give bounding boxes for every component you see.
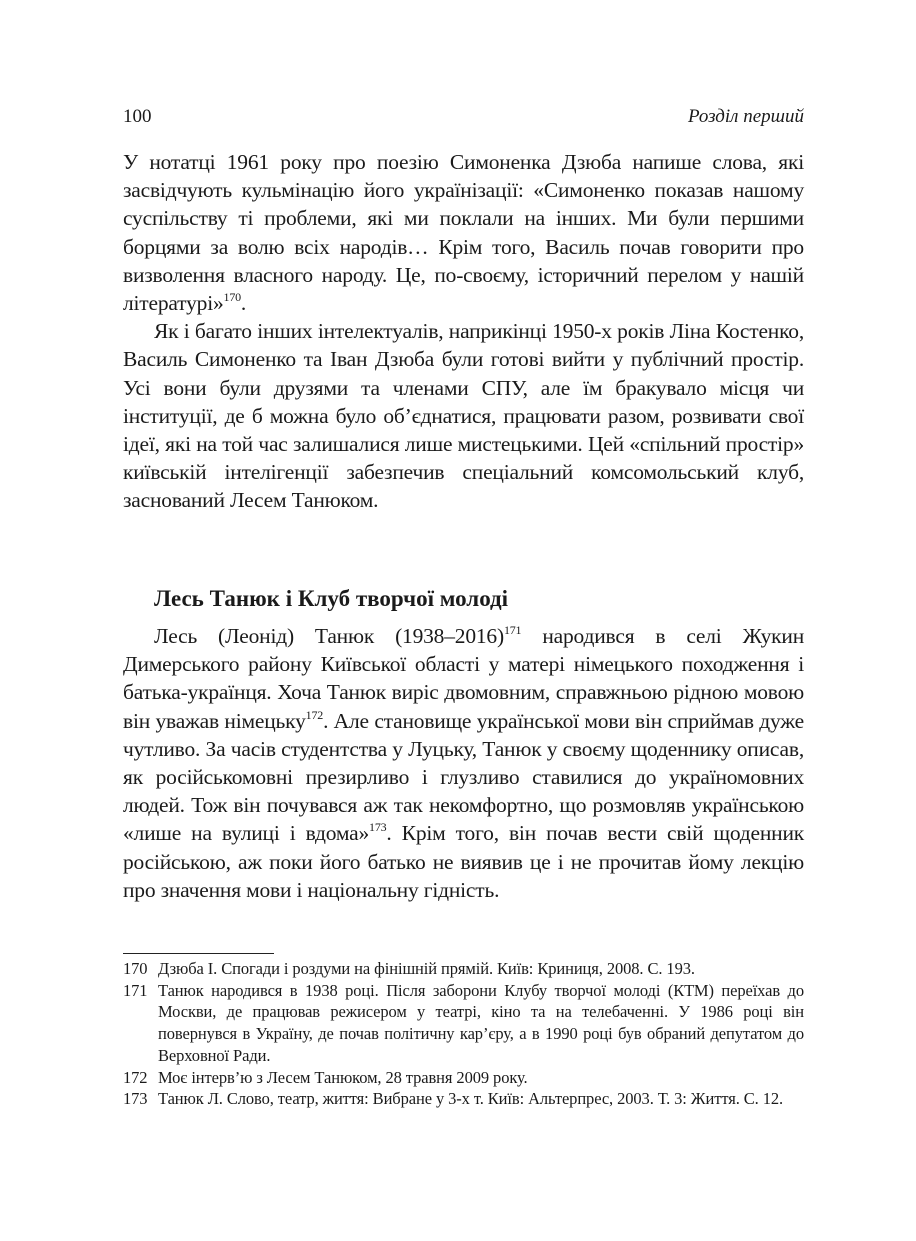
paragraph-1 [123, 148, 804, 317]
chapter-title: Розділ перший [687, 106, 804, 127]
footnote-number: 173 [123, 1089, 148, 1109]
page-number: 100 [123, 106, 152, 127]
footnote-171 [123, 980, 804, 1067]
paragraph-text: У нотатці 1961 року про поезію Симоненка Дзюба напише слова, які засвідчують кульмінацію його українізації: «Симоненко показав нашому суспільству ті проблеми, які ми поклали на інших. Ми були першими борцями за волю всіх народів… Крім того, Василь почав говорити про визволення власного народу. Це, по-своєму, історичний перелом у нашій літературі» [123, 150, 804, 316]
footnote-ref-171[interactable]: 171 [503, 623, 522, 637]
paragraph-3 [123, 622, 804, 904]
body-text [123, 148, 804, 515]
paragraph-text: . [240, 291, 247, 316]
section-heading: Лесь Танюк і Клуб творчої молоді [154, 586, 509, 611]
paragraph-text: Як і багато інших інтелектуалів, наприкінці 1950-х років Ліна Костенко, Василь Симоненко та Іван Дзюба були готові вийти у публічний простір. Усі вони були друзями та членами СПУ, але їм бракувало місця чи інституції, де б можна було об’єднатися, працювати разом, розвивати свої ідеї, які на той час залишалися лише мистецькими. Цей «спільний простір» київській інтелігенції забезпечив спеціальний комсомольський клуб, заснований Лесем Танюком. [123, 319, 804, 513]
paragraph-2 [123, 317, 804, 514]
paragraph-text: . Але становище української мови він сприймав дуже чутливо. За часів студентства у Луцьку, Танюк у своєму щоденнику описав, як російськомовні презирливо і глузливо ставилися до україномовних людей. Тож він почувався аж так некомфортно, що розмовляв українською «лише на вулиці і вдома» [123, 708, 804, 846]
footnote-ref-172[interactable]: 172 [305, 707, 324, 722]
footnote-170 [123, 958, 804, 980]
footnote-number: 172 [123, 1067, 148, 1087]
footnote-text: Танюк Л. Слово, театр, життя: Вибране у 3-х т. Київ: Альтерпрес, 2003. Т. 3: Життя. С. 12. [158, 1089, 784, 1109]
paragraph-text: народився в селі Жукин Димерського району Київської області у матері німецького походження і батька-українця. Хоча Танюк виріс двомовним, справжньою рідною мовою він уважав німецьку [123, 624, 804, 733]
footnotes [123, 958, 804, 1110]
footnote-text: Дзюба І. Спогади і роздуми на фінішній прямій. Київ: Криниця, 2008. С. 193. [158, 959, 695, 978]
paragraph-text: Лесь (Леонід) Танюк (1938–2016) [154, 624, 504, 648]
paragraph-text: . Крім того, він почав вести свій щоденник російською, аж поки його батько не виявив це і не прочитав йому лекцію про значення мови і національну гідність. [123, 821, 804, 902]
footnote-text: Танюк народився в 1938 році. Після заборони Клубу творчої молоді (КТМ) переїхав до Москви, де працював режисером у театрі, кіно та на телебаченні. У 1986 році він повернувся в Україну, де почав політичну кар’єру, а в 1990 році був обраний депутатом до Верховної Ради. [158, 980, 804, 1065]
footnote-ref-170[interactable]: 170 [223, 290, 241, 305]
footnote-divider [123, 953, 274, 954]
running-head [123, 104, 804, 130]
section-body [123, 622, 804, 904]
footnote-text: Моє інтерв’ю з Лесем Танюком, 28 травня 2009 року. [158, 1067, 528, 1087]
footnote-173 [123, 1088, 804, 1110]
footnote-number: 171 [123, 980, 148, 1000]
footnote-ref-173[interactable]: 173 [369, 820, 387, 835]
footnote-number: 170 [123, 959, 148, 978]
footnote-172 [123, 1067, 804, 1089]
